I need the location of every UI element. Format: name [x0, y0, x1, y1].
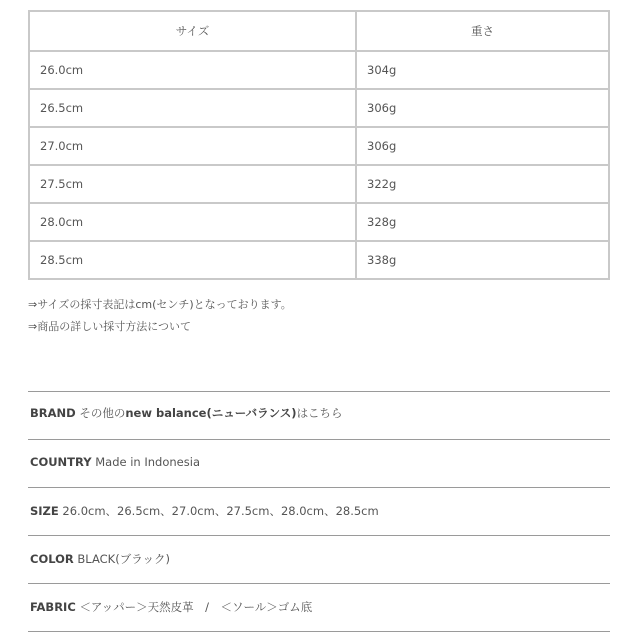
divider [28, 631, 610, 632]
spec-fabric-value: ＜アッパー＞天然皮革 / ＜ソール＞ゴム底 [79, 600, 313, 614]
header-size: サイズ [29, 11, 356, 51]
weight-cell: 322g [356, 165, 609, 203]
spec-size-value: 26.0cm、26.5cm、27.0cm、27.5cm、28.0cm、28.5cm [62, 504, 379, 518]
divider [28, 583, 610, 584]
spec-country-label: COUNTRY [30, 455, 92, 469]
divider [28, 391, 610, 392]
table-row [29, 203, 609, 241]
spec-brand-link[interactable] [79, 406, 342, 420]
size-cell: 26.0cm [29, 51, 356, 89]
spec-color-row [30, 551, 170, 567]
measurement-method-link[interactable]: ⇒商品の詳しい採寸方法について [28, 320, 191, 333]
spec-fabric-label: FABRIC [30, 600, 76, 614]
divider [28, 535, 610, 536]
table-row [29, 241, 609, 279]
weight-cell: 306g [356, 89, 609, 127]
size-cell: 28.5cm [29, 241, 356, 279]
size-cell: 27.0cm [29, 127, 356, 165]
size-weight-table [28, 10, 610, 280]
table-row [29, 165, 609, 203]
weight-cell: 306g [356, 127, 609, 165]
divider [28, 439, 610, 440]
table-header-row [29, 11, 609, 51]
weight-cell: 338g [356, 241, 609, 279]
spec-brand-name: new balance(ニューバランス) [125, 406, 297, 420]
size-unit-note: ⇒サイズの採寸表記はcm(センチ)となっております。 [28, 298, 292, 311]
spec-color-value: BLACK(ブラック) [77, 552, 170, 566]
spec-size-row [30, 503, 379, 519]
table-row [29, 127, 609, 165]
spec-color-label: COLOR [30, 552, 74, 566]
weight-cell: 304g [356, 51, 609, 89]
spec-brand-row [30, 405, 343, 421]
size-cell: 27.5cm [29, 165, 356, 203]
spec-brand-suffix: はこちら [296, 406, 343, 420]
spec-country-value: Made in Indonesia [95, 455, 200, 469]
spec-size-label: SIZE [30, 504, 59, 518]
size-cell: 28.0cm [29, 203, 356, 241]
spec-country-row [30, 455, 200, 469]
spec-fabric-row [30, 599, 312, 615]
table-row [29, 89, 609, 127]
size-cell: 26.5cm [29, 89, 356, 127]
spec-brand-prefix: その他の [79, 406, 126, 420]
weight-cell: 328g [356, 203, 609, 241]
table-row [29, 51, 609, 89]
spec-brand-label: BRAND [30, 406, 76, 420]
divider [28, 487, 610, 488]
header-weight: 重さ [356, 11, 609, 51]
